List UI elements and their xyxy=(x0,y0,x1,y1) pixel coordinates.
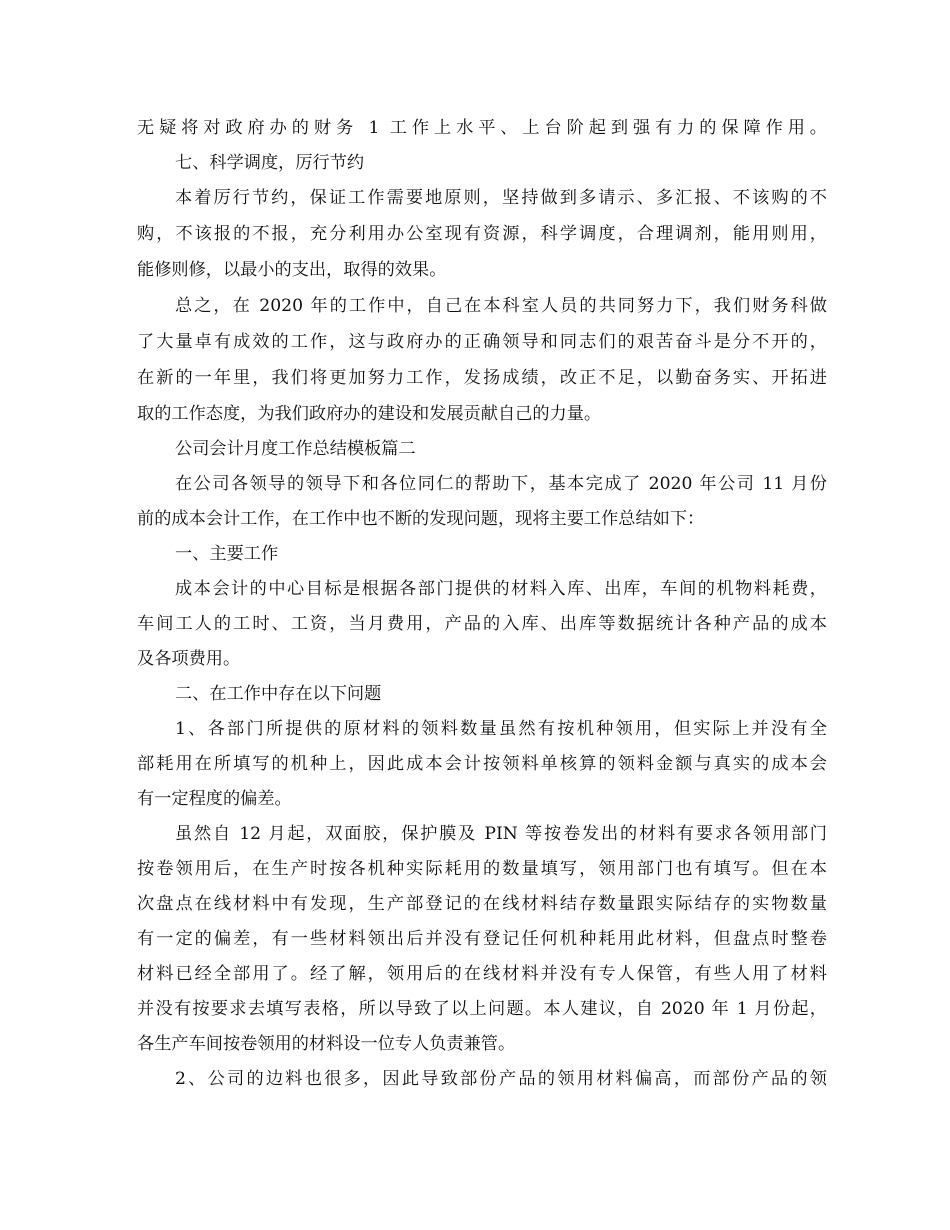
text-line: 在新的一年里，我们将更加努力工作，发扬成绩，改正不足，以勤奋务实、开拓进 xyxy=(137,368,827,388)
section-heading: 一、主要工作 xyxy=(175,544,279,564)
text-line: 购，不该报的不报，充分利用办公室现有资源，科学调度，合理调剂，能用则用， xyxy=(137,224,827,244)
section-heading: 七、科学调度，厉行节约 xyxy=(175,153,365,173)
text-line: 能修则修，以最小的支出，取得的效果。 xyxy=(137,260,447,280)
text-line: 总之，在 2020 年的工作中，自己在本科室人员的共同努力下，我们财务科做 xyxy=(175,296,827,316)
text-line: 本着厉行节约，保证工作需要地原则，坚持做到多请示、多汇报、不该购的不 xyxy=(175,188,827,208)
text-line: 材料已经全部用了。经了解，领用后的在线材料并没有专人保管，有些人用了材料 xyxy=(137,964,827,984)
text-line: 及各项费用。 xyxy=(137,649,241,669)
text-line: 前的成本会计工作，在工作中也不断的发现问题，现将主要工作总结如下： xyxy=(137,509,705,529)
text-line: 并没有按要求去填写表格，所以导致了以上问题。本人建议，自 2020 年 1 月份起， xyxy=(137,999,827,1019)
text-line: 各生产车间按卷领用的材料设一位专人负责兼管。 xyxy=(137,1034,516,1054)
section-heading: 二、在工作中存在以下问题 xyxy=(175,684,382,704)
text-line: 车间工人的工时、工资，当月费用，产品的入库、出库等数据统计各种产品的成本 xyxy=(137,614,827,634)
text-line: 在公司各领导的领导下和各位同仁的帮助下，基本完成了 2020 年公司 11 月份 xyxy=(175,474,827,494)
text-line: 取的工作态度，为我们政府办的建设和发展贡献自己的力量。 xyxy=(137,404,602,424)
text-line: 按卷领用后，在生产时按各机种实际耗用的数量填写，领用部门也有填写。但在本 xyxy=(137,859,827,879)
text-line: 虽然自 12 月起，双面胶，保护膜及 PIN 等按卷发出的材料有要求各领用部门 xyxy=(175,824,827,844)
text-line: 无疑将对政府办的财务 1 工作上水平、上台阶起到强有力的保障作用。 xyxy=(137,118,827,138)
text-line: 有一定程度的偏差。 xyxy=(137,789,292,809)
text-line: 成本会计的中心目标是根据各部门提供的材料入库、出库，车间的机物料耗费， xyxy=(175,579,827,599)
text-line: 1、各部门所提供的原材料的领料数量虽然有按机种领用，但实际上并没有全 xyxy=(175,719,827,739)
text-line: 2、公司的边料也很多，因此导致部份产品的领用材料偏高，而部份产品的领 xyxy=(175,1069,827,1089)
text-line: 次盘点在线材料中有发现，生产部登记的在线材料结存数量跟实际结存的实物数量 xyxy=(137,894,827,914)
text-line: 有一定的偏差，有一些材料领出后并没有登记任何机种耗用此材料，但盘点时整卷 xyxy=(137,929,827,949)
section-heading: 公司会计月度工作总结模板篇二 xyxy=(175,439,416,459)
text-line: 部耗用在所填写的机种上，因此成本会计按领料单核算的领料金额与真实的成本会 xyxy=(137,754,827,774)
text-line: 了大量卓有成效的工作，这与政府办的正确领导和同志们的艰苦奋斗是分不开的， xyxy=(137,332,827,352)
